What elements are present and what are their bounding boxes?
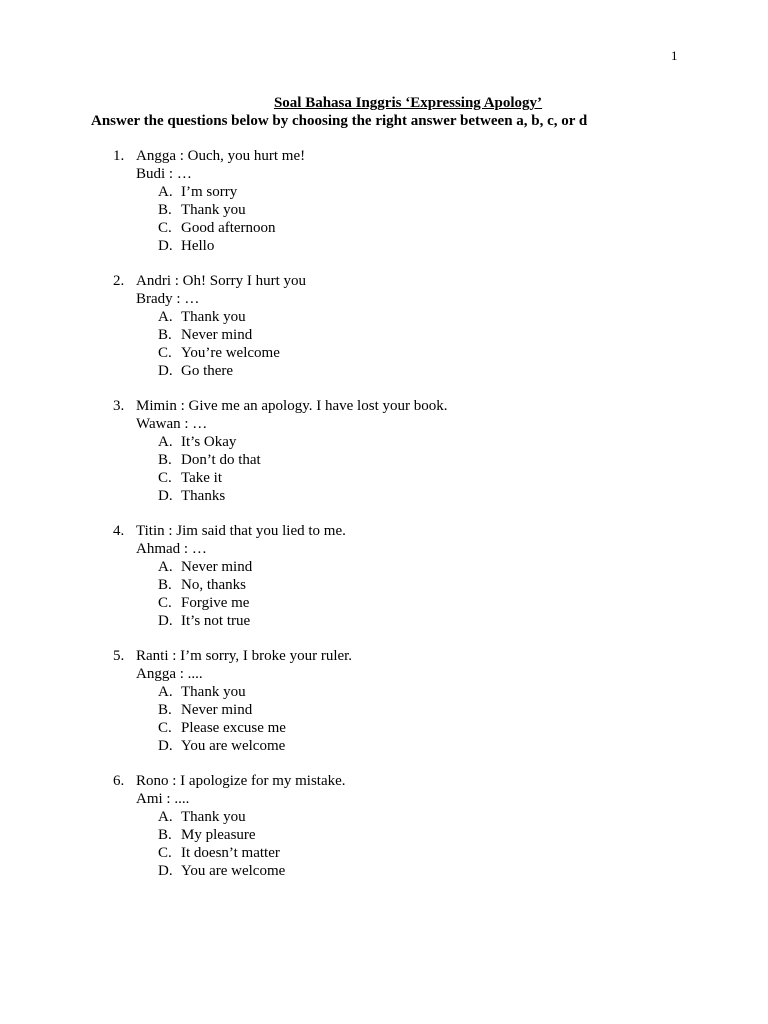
option-letter: D. xyxy=(158,738,173,754)
option-text: Forgive me xyxy=(181,595,250,611)
question-prompt: Andri : Oh! Sorry I hurt you xyxy=(136,273,306,289)
question-4 xyxy=(0,522,768,647)
option-text: Hello xyxy=(181,238,215,254)
question-number: 5. xyxy=(113,648,125,664)
question-1 xyxy=(0,147,768,272)
option-text: Never mind xyxy=(181,327,253,343)
question-reply: Wawan : … xyxy=(136,416,208,432)
option-letter: C. xyxy=(158,470,172,486)
question-number: 1. xyxy=(113,148,125,164)
option-text: Good afternoon xyxy=(181,220,276,236)
question-reply: Ami : .... xyxy=(136,791,190,807)
question-reply: Budi : … xyxy=(136,166,192,182)
instruction-text: Answer the questions below by choosing the right answer between a, b, c, or d xyxy=(91,113,588,129)
question-number: 3. xyxy=(113,398,125,414)
option-text: Thank you xyxy=(181,309,246,325)
option-letter: D. xyxy=(158,238,173,254)
question-reply: Angga : .... xyxy=(136,666,203,682)
question-prompt: Angga : Ouch, you hurt me! xyxy=(136,148,306,164)
question-prompt: Mimin : Give me an apology. I have lost your book. xyxy=(136,398,448,414)
option-letter: A. xyxy=(158,184,173,200)
option-text: Please excuse me xyxy=(181,720,286,736)
option-letter: A. xyxy=(158,434,173,450)
option-letter: B. xyxy=(158,327,172,343)
option-text: You are welcome xyxy=(181,863,286,879)
option-letter: A. xyxy=(158,309,173,325)
option-text: I’m sorry xyxy=(181,184,238,200)
option-text: You’re welcome xyxy=(181,345,280,361)
option-text: Go there xyxy=(181,363,234,379)
document-title: Soal Bahasa Inggris ‘Expressing Apology’ xyxy=(273,95,543,111)
page-number: 1 xyxy=(671,48,678,63)
option-letter: C. xyxy=(158,845,172,861)
option-letter: B. xyxy=(158,577,172,593)
option-letter: A. xyxy=(158,684,173,700)
question-3 xyxy=(0,397,768,522)
option-text: You are welcome xyxy=(181,738,286,754)
option-letter: D. xyxy=(158,363,173,379)
question-5 xyxy=(0,647,768,772)
option-letter: A. xyxy=(158,809,173,825)
question-prompt: Rono : I apologize for my mistake. xyxy=(136,773,346,789)
option-letter: B. xyxy=(158,702,172,718)
option-text: No, thanks xyxy=(181,577,246,593)
option-letter: B. xyxy=(158,202,172,218)
option-text: It’s not true xyxy=(181,613,251,629)
option-letter: B. xyxy=(158,452,172,468)
question-number: 4. xyxy=(113,523,125,539)
question-reply: Brady : … xyxy=(136,291,200,307)
option-text: My pleasure xyxy=(181,827,256,843)
option-letter: A. xyxy=(158,559,173,575)
option-letter: C. xyxy=(158,220,172,236)
question-2 xyxy=(0,272,768,397)
option-text: Thanks xyxy=(181,488,226,504)
option-text: Take it xyxy=(181,470,223,486)
option-text: Thank you xyxy=(181,684,246,700)
option-letter: C. xyxy=(158,345,172,361)
option-text: Never mind xyxy=(181,559,253,575)
question-number: 6. xyxy=(113,773,125,789)
option-letter: B. xyxy=(158,827,172,843)
question-number: 2. xyxy=(113,273,125,289)
option-letter: D. xyxy=(158,613,173,629)
option-text: Thank you xyxy=(181,809,246,825)
option-text: Don’t do that xyxy=(181,452,261,468)
option-letter: D. xyxy=(158,488,173,504)
option-text: It doesn’t matter xyxy=(181,845,280,861)
question-list xyxy=(0,147,768,897)
option-letter: D. xyxy=(158,863,173,879)
option-letter: C. xyxy=(158,720,172,736)
option-text: It’s Okay xyxy=(181,434,237,450)
question-reply: Ahmad : … xyxy=(136,541,207,557)
option-letter: C. xyxy=(158,595,172,611)
question-6 xyxy=(0,772,768,897)
option-text: Thank you xyxy=(181,202,246,218)
option-text: Never mind xyxy=(181,702,253,718)
question-prompt: Titin : Jim said that you lied to me. xyxy=(136,523,346,539)
question-prompt: Ranti : I’m sorry, I broke your ruler. xyxy=(136,648,353,664)
